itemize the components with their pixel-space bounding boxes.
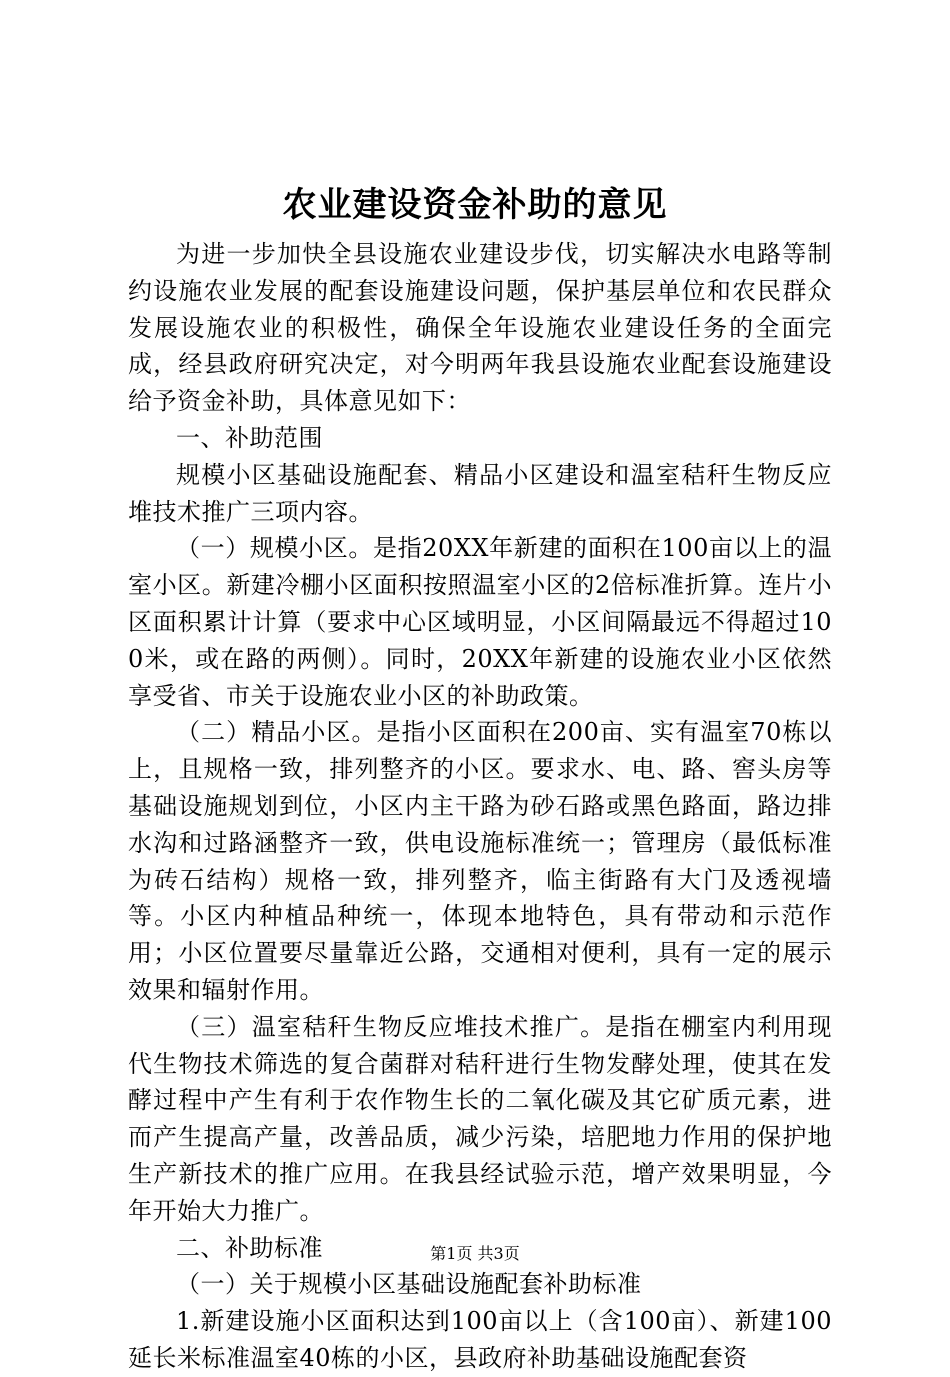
intro-paragraph: 为进一步加快全县设施农业建设步伐，切实解决水电路等制约设施农业发展的配套设施建设问题，保护基层单位和农民群众发展设施农业的积极性，确保全年设施农业建设任务的全面完成，经县政府研究决定，对今明两年我县设施农业配套设施建设给予资金补助，具体意见如下：	[128, 240, 832, 416]
standard-item-1-paragraph: 1.新建设施小区面积达到100亩以上（含100亩）、新建100延长米标准温室40栋的小区，县政府补助基础设施配套资	[128, 1307, 832, 1372]
section-heading-scope: 一、补助范围	[176, 423, 323, 452]
scale-district-paragraph: （一）规模小区。是指20XX年新建的面积在100亩以上的温室小区。新建冷棚小区面积按照温室小区的2倍标准折算。连片小区面积累计计算（要求中心区域明显，小区间隔最远不得超过100米，或在路的两侧）。同时，20XX年新建的设施农业小区依然享受省、市关于设施农业小区的补助政策。	[128, 534, 832, 710]
scope-paragraph: 规模小区基础设施配套、精品小区建设和温室秸秆生物反应堆技术推广三项内容。	[128, 460, 832, 526]
subsection-heading-scale-standard: （一）关于规模小区基础设施配套补助标准	[176, 1270, 642, 1299]
premium-district-paragraph: （二）精品小区。是指小区面积在200亩、实有温室70栋以上，且规格一致，排列整齐的小区。要求水、电、路、窖头房等基础设施规划到位，小区内主干路为砂石路或黑色路面，路边排水沟和过路涵整齐一致，供电设施标准统一；管理房（最低标准为砖石结构）规格一致，排列整齐，临主街路有大门及透视墙等。小区内种植品种统一，体现本地特色，具有带动和示范作用；小区位置要尽量靠近公路，交通相对便利，具有一定的展示效果和辐射作用。	[128, 718, 832, 1004]
page-footer: 第1页 共3页	[430, 1244, 520, 1263]
bioreactor-paragraph: （三）温室秸秆生物反应堆技术推广。是指在棚室内利用现代生物技术筛选的复合菌群对秸秆进行生物发酵处理，使其在发酵过程中产生有利于农作物生长的二氧化碳及其它矿质元素，进而产生提高产量，改善品质，减少污染，培肥地力作用的保护地生产新技术的推广应用。在我县经试验示范，增产效果明显，今年开始大力推广。	[128, 1012, 832, 1225]
document-title: 农业建设资金补助的意见	[282, 185, 668, 225]
document-body	[128, 236, 832, 1377]
section-heading-standard: 二、补助标准	[176, 1233, 323, 1262]
